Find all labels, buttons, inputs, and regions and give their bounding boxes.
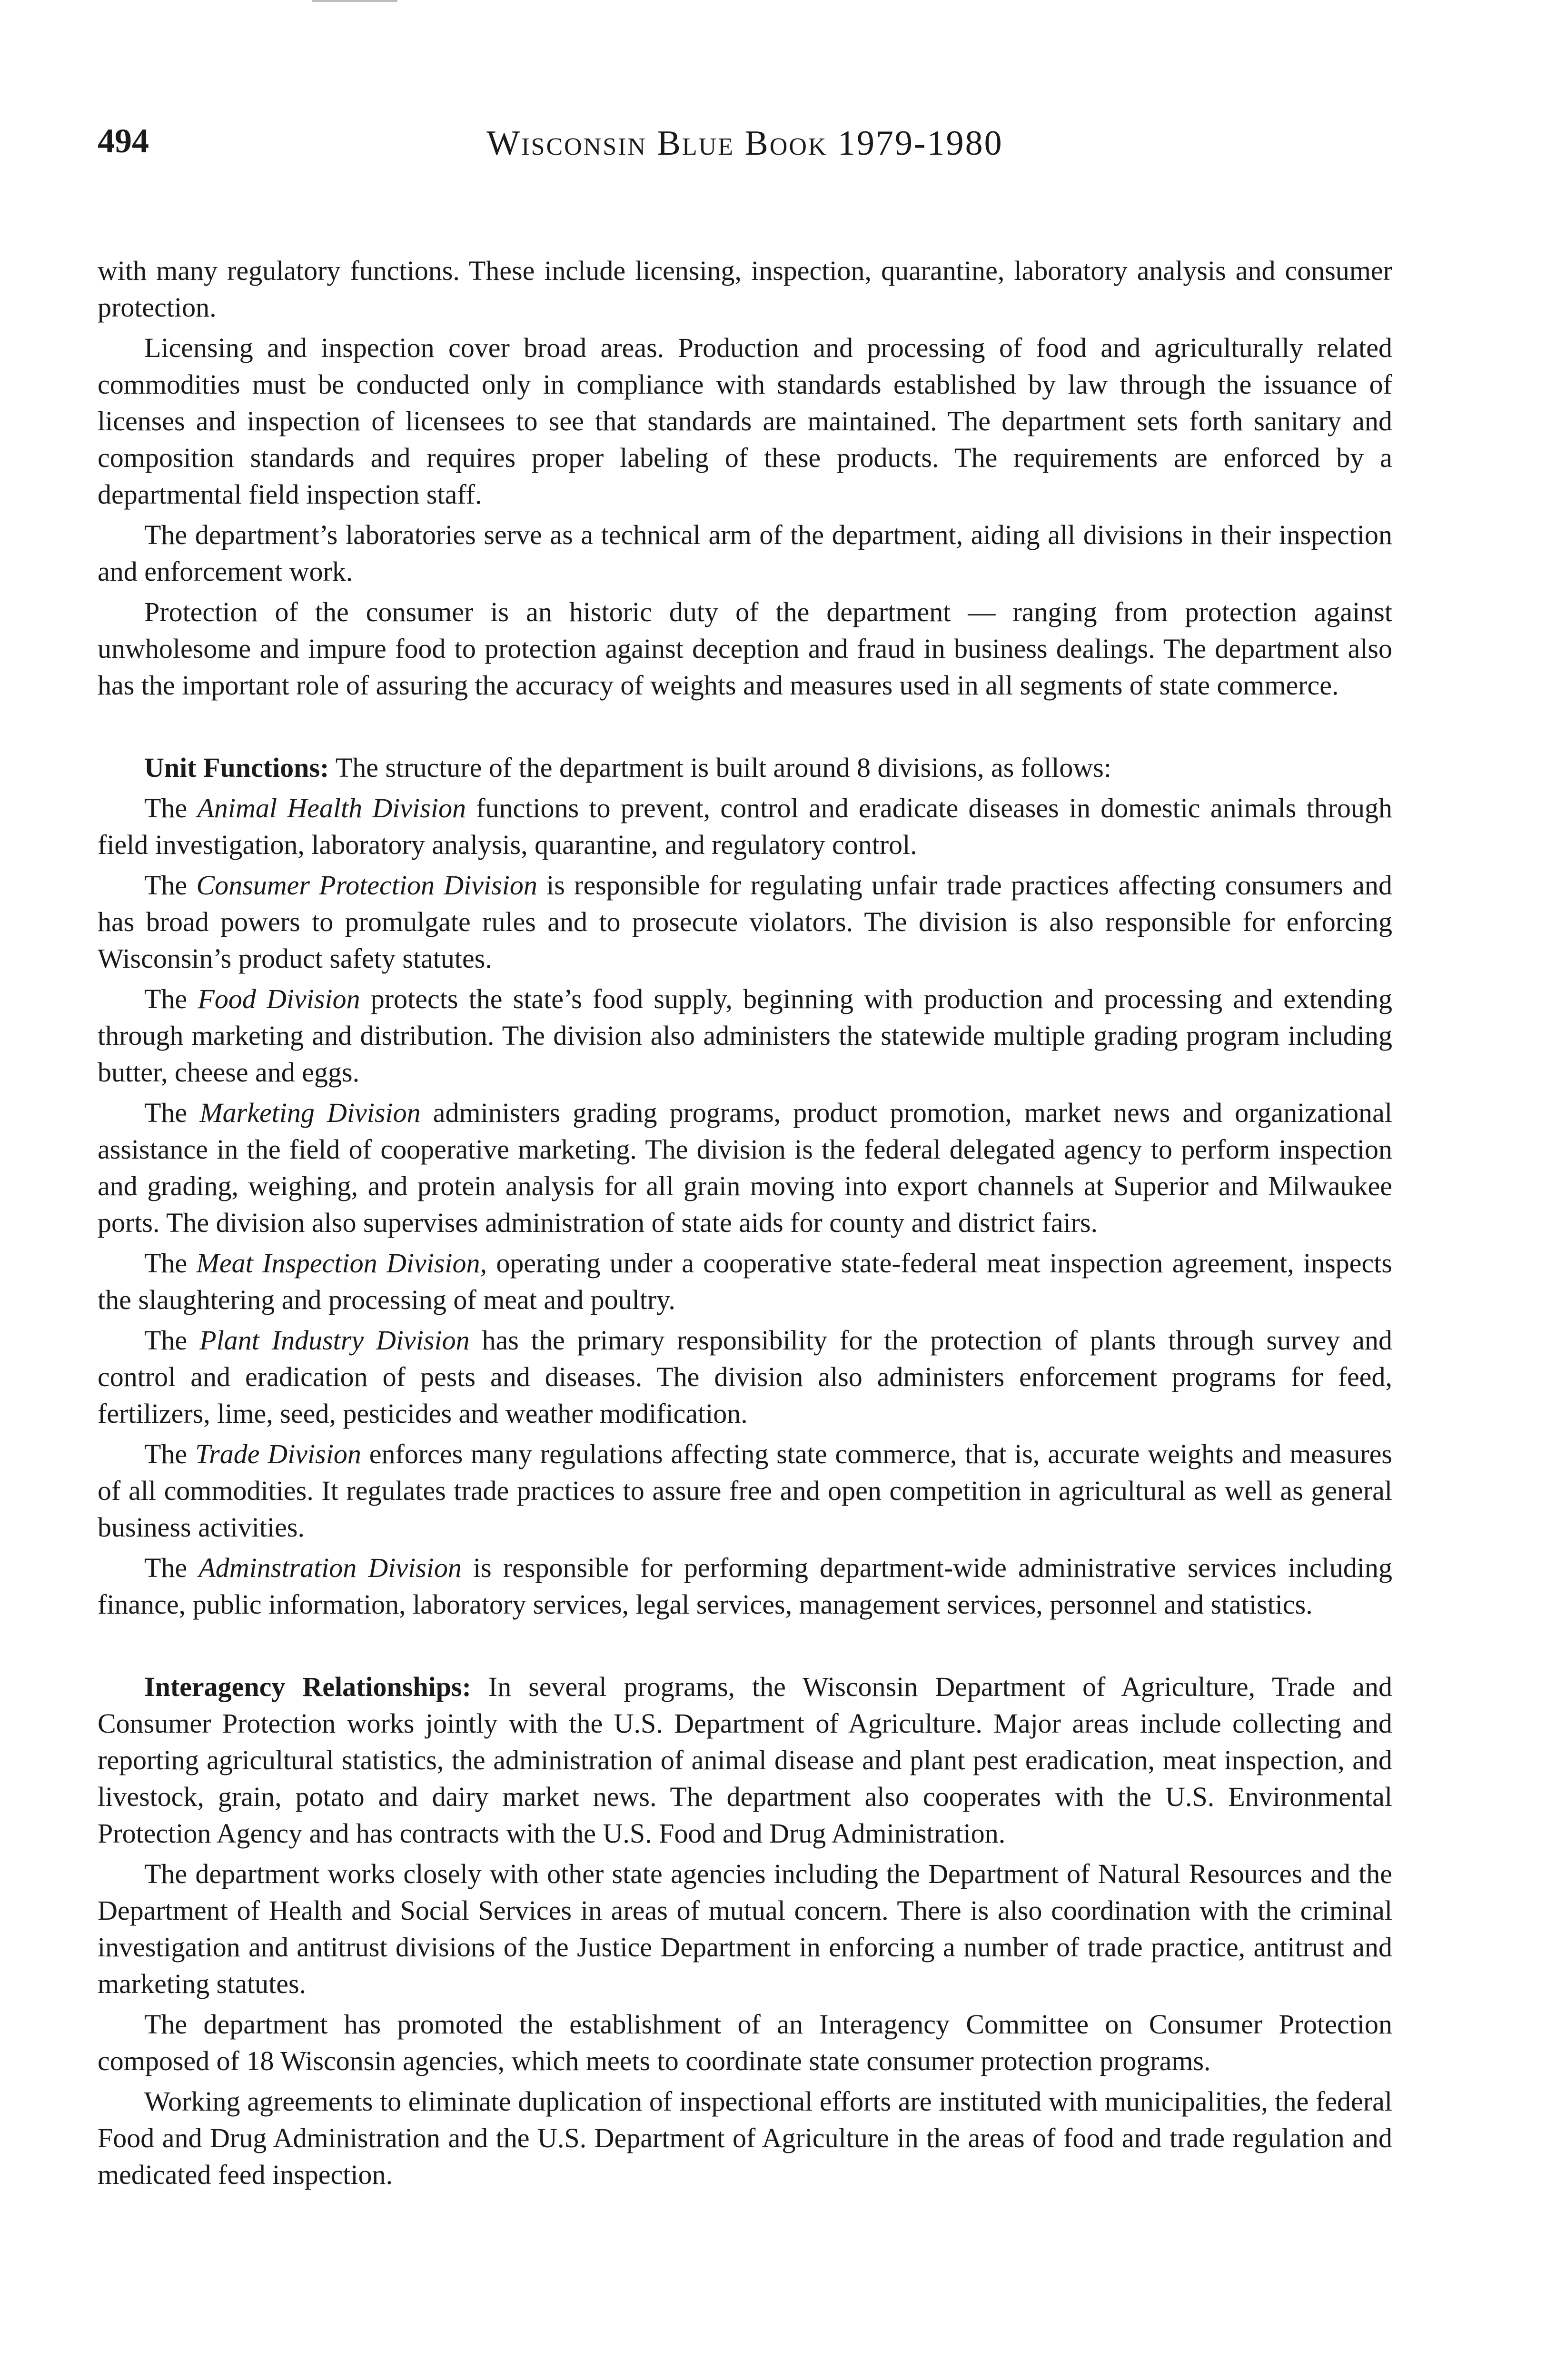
interagency-heading: Interagency Relationships:: [144, 1671, 471, 1702]
division-paragraph: [98, 1094, 1392, 1241]
division-name: Food Division: [198, 983, 360, 1014]
division-pre: The: [144, 983, 198, 1014]
division-pre: The: [144, 870, 197, 901]
unit-functions-heading: Unit Functions:: [144, 752, 329, 783]
division-name: Adminstration Division: [198, 1552, 462, 1583]
division-paragraph: [98, 1245, 1392, 1318]
page-header: [98, 114, 1392, 171]
division-text: protects the state’s food supply, beginning with production and processing and extending through marketing and distribution. The division also administers the statewide multiple grading program including butter, cheese and eggs.: [98, 983, 1392, 1088]
division-name: Trade Division: [195, 1438, 361, 1469]
unit-functions-lead: [98, 749, 1392, 786]
intro-paragraph-4: Protection of the consumer is an historic duty of the department — ranging from protection against unwholesome and impure food to protection against deception and fraud in business dealings. The department also has the important role of assuring the accuracy of weights and measures used in all segments of state commerce.: [98, 596, 1392, 701]
division-name: Consumer Protection Division: [196, 870, 537, 901]
top-scan-mark: [312, 0, 397, 2]
intro-paragraph-3: The department’s laboratories serve as a technical arm of the department, aiding all divisions in their inspection and enforcement work.: [98, 519, 1392, 587]
division-pre: The: [144, 1438, 196, 1469]
division-name: Meat Inspection Division,: [196, 1248, 487, 1279]
division-pre: The: [144, 1552, 199, 1583]
division-pre: The: [144, 1097, 200, 1128]
intro-paragraph-1: with many regulatory functions. These include licensing, inspection, quarantine, laboratory analysis and consumer protection.: [98, 255, 1392, 323]
intro-paragraph-2: Licensing and inspection cover broad areas. Production and processing of food and agriculturally related commodities must be conducted only in compliance with standards established by law through the issuance of licenses and inspection of licensees to see that standards are maintained. The department sets forth sanitary and composition standards and requires proper labeling of these products. The requirements are enforced by a departmental field inspection staff.: [98, 332, 1392, 510]
division-paragraph: [98, 1436, 1392, 1546]
division-text: enforces many regulations affecting state commerce, that is, accurate weights and measures of all commodities. It regulates trade practices to assure free and open competition in agricultural as well as general business activities.: [98, 1438, 1393, 1543]
division-text: functions to prevent, control and eradicate diseases in domestic animals through field investigation, laboratory analysis, quarantine, and regulatory control.: [98, 793, 1393, 860]
division-paragraph: [98, 1322, 1392, 1432]
division-paragraph: [98, 1549, 1392, 1623]
page-body: [98, 252, 1392, 2193]
interagency-paragraph-4: Working agreements to eliminate duplication of inspectional efforts are instituted with municipalities, the federal Food and Drug Administration and the U.S. Department of Agriculture in the areas of food and trade regulation and medicated feed inspection.: [98, 2086, 1392, 2190]
division-name: Animal Health Division: [197, 793, 466, 823]
division-text: operating under a cooperative state-federal meat inspection agreement, inspects the slaughtering and processing of meat and poultry.: [98, 1248, 1392, 1315]
division-text: administers grading programs, product promotion, market news and organizational assistance in the field of cooperative marketing. The division is the federal delegated agency to perform inspection and grading, weighing, and protein analysis for all grain moving into export channels at Superior and Milwaukee ports. The division also supervises administration of state aids for county and district fairs.: [98, 1097, 1392, 1238]
division-pre: The: [144, 1325, 200, 1356]
page: [98, 114, 1392, 2197]
division-name: Marketing Division: [199, 1097, 421, 1128]
division-paragraph: [98, 867, 1392, 977]
division-text: is responsible for performing department-wide administrative services including finance, public information, laboratory services, legal services, management services, personnel and statistics.: [98, 1552, 1392, 1620]
division-pre: The: [144, 1248, 197, 1279]
section-gap: [98, 1626, 1392, 1668]
division-text: is responsible for regulating unfair trade practices affecting consumers and has broad powers to promulgate rules and to prosecute violators. The division is also responsible for enforcing Wisconsin’s product safety statutes.: [98, 870, 1392, 974]
unit-functions-lead-text: The structure of the department is built around 8 divisions, as follows:: [335, 752, 1111, 783]
division-paragraph: [98, 790, 1392, 863]
division-pre: The: [144, 793, 198, 823]
division-paragraph: [98, 981, 1392, 1091]
running-title: Wisconsin Blue Book 1979-1980: [486, 124, 1003, 163]
page-number: 494: [98, 122, 149, 160]
division-text: has the primary responsibility for the protection of plants through survey and control and eradication of pests and diseases. The division also administers enforcement programs for feed, fertilizers, lime, seed, pesticides and weather modification.: [98, 1325, 1393, 1429]
section-gap: [98, 707, 1392, 749]
interagency-paragraph-3: The department has promoted the establishment of an Interagency Committee on Consumer Protection composed of 18 Wisconsin agencies, which meets to coordinate state consumer protection programs.: [98, 2009, 1392, 2076]
interagency-lead: [98, 1668, 1392, 1852]
interagency-lead-text: In several programs, the Wisconsin Department of Agriculture, Trade and Consumer Protection works jointly with the U.S. Department of Agriculture. Major areas include collecting and reporting agricultural statistics, the administration of animal disease and plant pest eradication, meat inspection, and livestock, grain, potato and dairy market news. The department also cooperates with the U.S. Environmental Protection Agency and has contracts with the U.S. Food and Drug Administration.: [98, 1671, 1393, 1849]
interagency-paragraph-2: The department works closely with other state agencies including the Department of Natural Resources and the Department of Health and Social Services in areas of mutual concern. There is also coordination with the criminal investigation and antitrust divisions of the Justice Department in enforcing a number of trade practice, antitrust and marketing statutes.: [98, 1858, 1392, 1999]
division-name: Plant Industry Division: [199, 1325, 470, 1356]
